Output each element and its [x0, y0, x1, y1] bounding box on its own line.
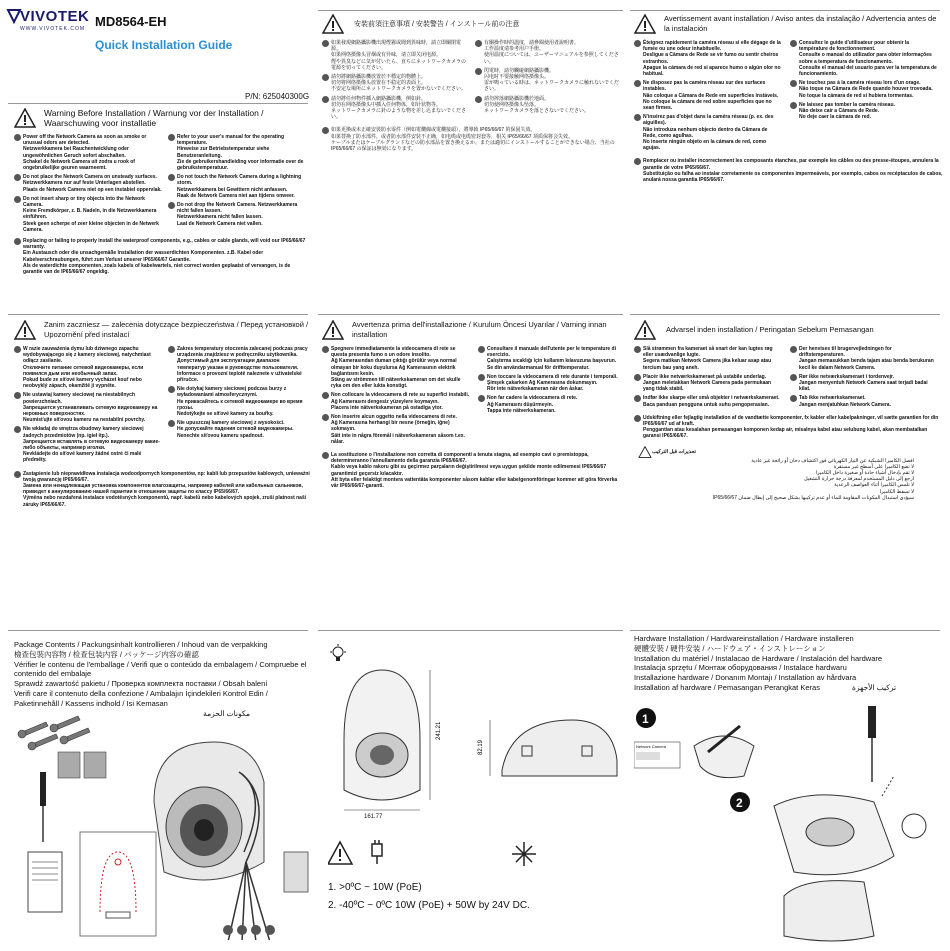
warning-text: 工作温度请参考用户手册。: [484, 46, 545, 53]
warning-triangle-icon: [638, 446, 652, 458]
divider: [630, 630, 940, 631]
title-line: Vérifier le contenu de l'emballage / Verifi que o conteúdo da embalagem / Compruebe el contenido del embalaje: [14, 659, 307, 679]
warning-text: Запрещается вставлять в сетевую видеокамеру какие-либо объекты, например иголки.: [23, 438, 160, 452]
bullet-icon: [322, 392, 329, 399]
warning-text: Non collocare la videocamera di rete su superfici instabili.: [331, 392, 470, 399]
warning-text: Pokud bude ze síťové kamery vycházet kouř nebo neobvyklý zápach, okamžitě ji vypněte.: [23, 377, 142, 390]
warning-text: Ne laissez pas tomber la caméra réseau.: [799, 101, 895, 108]
divider: [8, 103, 308, 104]
warning-triangle-icon: [14, 320, 36, 340]
bullet-icon: [322, 127, 329, 134]
bullet-icon: [790, 80, 797, 87]
warning-text: Consulte el manual del usuario para ver la temperatura de funcionamiento.: [799, 64, 937, 78]
warning-text: 如果發現網路攝影機出現煙霧或聞到異味時，請立即關閉電源。: [331, 40, 462, 53]
mounting-template-icon: [80, 832, 156, 936]
warning-text: Ne disposez pas la caméra réseau sur des surfaces instables.: [643, 80, 766, 93]
section-title: Warning Before Installation / Warnung vor der Installation / Waarschuwing voor installatie: [44, 108, 264, 128]
arabic-line: لا تسقط الكاميرا: [879, 488, 914, 495]
warning-text: Nie wkładaj do wnętrza obudowy kamery sieciowej żadnych przedmiotów (np. igieł itp.).: [23, 426, 144, 439]
warning-section-it-tr-sv: [322, 320, 622, 625]
snowflake-icon: [512, 842, 536, 866]
title-line: Instalacja sprzętu / Монтаж оборудования / Instalace hardwaru: [634, 663, 847, 673]
warning-text: Se din användarmanual för drifttemperatur.: [487, 364, 590, 371]
warning-text: Informace o provozní teplotě naleznete v uživatelské příručce.: [177, 370, 302, 384]
warning-text: Refer to your user's manual for the operating temperature.: [177, 134, 285, 147]
bullet-icon: [478, 395, 485, 402]
divider: [8, 630, 308, 631]
bullet-icon: [478, 346, 485, 353]
warning-triangle-icon: [322, 14, 344, 34]
warning-text: Baca panduan pengguna untuk suhu pengoperasian.: [643, 401, 770, 408]
warning-text: Apague la cámara de red si aparece humo o algún olor no habitual.: [643, 64, 781, 78]
bullet-icon: [168, 420, 175, 427]
warning-text: 有關操作時的溫度，請參閱使用者說明書。: [484, 40, 580, 46]
bullet-icon: [14, 134, 21, 141]
bullet-icon: [168, 386, 175, 393]
warning-text: Do not drop the Network Camera. Netzwerkkamera nicht fallen lassen.: [177, 202, 298, 215]
package-contents-section: [14, 640, 310, 940]
bullet-icon: [634, 40, 641, 47]
screwdriver-icon: [40, 772, 46, 842]
package-title: [14, 640, 310, 718]
bullet-icon: [322, 346, 329, 353]
desiccant-icon: [58, 752, 80, 778]
warning-text: Jangan menjatuhkan Network Camera.: [799, 401, 891, 408]
warranty-text: Замена или ненадлежащая установка компонентов влагозащиты, например кабелей или кабельных сальников, приведет к аннулированию нашей гарантии в отношении защиты по классу IP65/66/67.: [23, 483, 303, 496]
warning-text: Não deixe cair a Câmara de Rede.: [799, 108, 880, 115]
warning-text: W razie zauważenia dymu lub dziwnego zapachu wydobywającego się z kamery sieciowej, natychmiast odłącz zasilanie.: [23, 346, 151, 365]
warning-triangle-icon: [634, 320, 656, 340]
warning-text: Non inserire alcun oggetto nella videocamera di rete.: [331, 414, 457, 421]
bullet-icon: [790, 346, 797, 353]
camera-icon: [154, 742, 275, 940]
warning-text: Jangan meletakkan Network Camera pada permukaan yang tidak stabil.: [643, 380, 772, 393]
arabic-warnings: [634, 446, 944, 501]
warning-text: 如果网络摄像头冒烟或有异味，请立即关闭电源。: [331, 52, 442, 59]
divider: [318, 630, 623, 631]
warning-text: Ağ Kamerasını dengesiz yüzeylere koymayın.: [331, 398, 439, 405]
bullet-icon: [634, 415, 641, 422]
arabic-line: لا تضع الكاميرا على أسطح غير مستقرة: [833, 463, 914, 470]
warning-text: 雷が鳴っている時は、ネットワークカメラに触れないでください。: [484, 80, 620, 93]
warning-text: Допустимый для эксплуатации диапазон температур указан в руководстве пользователя.: [177, 358, 299, 371]
section-title: 安裝前須注意事項 / 安裝警告 / インストール前の注意: [354, 21, 520, 28]
warning-text: No inserte ningún objeto en la cámara de red, como agujas.: [643, 139, 767, 152]
section-title: Avvertenza prima dell'installazione / Kurulum Öncesi Uyarılar / Varning innan installation: [352, 320, 607, 339]
title-line: 檢查包裝內容物 / 检查包装内容 / パッケージ内容の確認: [14, 649, 199, 659]
bullet-icon: [475, 68, 482, 75]
warning-text: Ağ Kamerasına herhangi bir nesne (örneğin, iğne) sokmayın.: [331, 420, 450, 433]
camera-front-view: [344, 670, 420, 800]
bullet-icon: [475, 40, 482, 47]
bullet-icon: [14, 471, 21, 478]
warning-text: Rør ikke netværkskameraet i tordenvejr.: [799, 373, 895, 380]
warning-text: Consulte o manual do utilizador para obter informações sobre a temperatura de funcionamento.: [799, 52, 932, 65]
title-line: Installazione hardware / Donanım Montajı / Installation av hårdvara: [634, 673, 857, 683]
warning-text: Netzwerkkamera nur auf feste Unterlagen abstellen.: [23, 180, 146, 187]
camera-mounting-view: [774, 776, 926, 941]
warranty-text: Ein Austausch oder die unsachgemäße Installation der wasserdichten Komponenten. z.B. Kabel oder Kabelverschraubungen, führt zum Verlust unserer IP65/66/67 Garantie.: [23, 250, 264, 263]
caution-power-icons: [328, 840, 548, 880]
warning-text: Segera matikan Network Camera jika keluar asap atau tercium bau yang aneh.: [643, 358, 772, 371]
bullet-icon: [168, 346, 175, 353]
warning-text: Éteignez rapidement la caméra réseau si elle dégage de la fumée ou une odeur inhabituelle.: [643, 40, 781, 53]
bullet-icon: [14, 238, 21, 245]
bullet-icon: [634, 158, 641, 165]
warning-text: Slå strømmen fra kameraet så snart der kan lugtes røg eller usædvanlige lugte.: [643, 346, 773, 359]
warning-text: Desligue a Câmara de Rede se vir fumo ou sentir cheiros estranhos.: [643, 52, 779, 65]
bullet-icon: [322, 452, 329, 459]
warning-text: Non far cadere la videocamera di rete.: [487, 395, 578, 402]
warning-text: Neumisťujte síťovou kameru na nestabilní povrchy.: [23, 417, 146, 424]
title-line: Installation du matériel / Instalacao de Hardware / Instalación del hardware: [634, 653, 883, 663]
warning-text: Nenechte síťovou kameru spadnout.: [177, 432, 264, 439]
title-line: مكونات الحزمة: [203, 708, 250, 718]
bullet-icon: [790, 40, 797, 47]
bullet-icon: [634, 374, 641, 381]
warning-triangle-icon: [14, 108, 36, 128]
warning-text: Nevkládejte do síťové kamery žádné ostré či malé předměty.: [23, 451, 142, 464]
warranty-text: Replacing or failing to properly install the waterproof components, e.g., cables or cable glands, will void our IP65/66/67 warranty.: [23, 238, 306, 251]
bullet-icon: [790, 395, 797, 402]
warning-text: Non toccare la videocamera di rete durante i temporali.: [487, 373, 618, 380]
warning-text: 切勿将网络摄像头放置在不稳定的表面上。: [331, 80, 427, 87]
warning-text: 閃電時，請勿觸碰網路攝影機。: [484, 67, 555, 74]
section-title: Advarsel inden installation / Peringatan Sebelum Pemasangan: [666, 325, 874, 334]
power-plug-icon: [372, 840, 382, 864]
waterproof-connector-icon: [284, 852, 308, 892]
warning-text: Plaats de Network Camera niet op een instabiel oppervlak.: [23, 186, 162, 193]
warning-text: Отключите питание сетевой видеокамеры, если появился дым или необычный запах.: [23, 364, 144, 377]
title-line: Hardware Installation / Hardwareinstallation / Hardware installeren: [634, 634, 854, 643]
warranty-text: Remplacer ou installer incorrectement les composants étanches, par exemple les câbles ou des presse-étoupes, annulera la garantie de votre IP65/66/67.: [643, 158, 939, 171]
camera-side-view: [502, 720, 617, 776]
installation-illustration: [634, 706, 944, 944]
warning-text: Ne touchez pas à la caméra réseau lors d'un orage.: [799, 80, 921, 87]
warning-section-en-de-nl: [14, 108, 310, 308]
warning-section-da-id-ar: [634, 320, 944, 625]
warning-section-zh-ja: [322, 14, 622, 309]
guide-title: Quick Installation Guide: [95, 38, 233, 52]
bullet-icon: [478, 374, 485, 381]
warning-text: Запрещается устанавливать сетевую видеокамеру на неровных поверхностях.: [23, 404, 158, 418]
dim-depth-label: 82.19: [478, 739, 484, 755]
warning-text: Tappa inte nätverkskameran.: [487, 407, 556, 414]
warning-section-pl-ru-cz: [14, 320, 310, 625]
warning-text: 請勿將網路攝影機放置於不穩定的物體上。: [331, 74, 427, 81]
title-line: Sprawdź zawartość pakietu / Проверка комплекта поставки / Obsah balení: [14, 679, 268, 689]
warning-text: Steek geen scherpe of zeer kleine objecten in de Netwerk Camera.: [23, 220, 159, 233]
bullet-icon: [168, 174, 175, 181]
arabic-title: تحذيرات قبل التركيب: [652, 448, 696, 455]
divider: [630, 314, 940, 315]
warning-text: ネットワークカメラに針のような物を差し込まないでください。: [331, 108, 467, 121]
warning-text: 切勿在网络摄像头中插入任何物体，如针状物等。: [331, 101, 442, 108]
warning-text: Ağ Kamerasını düşürmeyin.: [487, 401, 554, 408]
warning-text: N'insérez pas d'objet dans la caméra réseau (p. ex. des aiguilles).: [643, 114, 774, 127]
warning-triangle-icon: [634, 14, 656, 34]
warning-text: Şimşek çakarken Ağ Kamerasına dokunmayın.: [487, 380, 598, 387]
divider: [8, 314, 308, 315]
arabic-line: ارجع إلى دليل المستخدم لمعرفة درجة حرارة التشغيل: [803, 476, 914, 483]
warning-text: 請勿將任何物件插入網路攝影機，例如針。: [331, 95, 427, 102]
package-contents-illustration: [14, 712, 310, 940]
dim-width-label: 161.77: [364, 814, 383, 820]
warranty-text: 如果替换了防水部件，或者防水部件安装不正确，如电缆或电缆密封套等，相关 IP65/66/67 项质保将会失效。: [331, 133, 573, 140]
title-line: تركيب الأجهزة: [852, 682, 897, 692]
bullet-icon: [14, 392, 21, 399]
warning-text: Sätt inte in några föremål i nätverkskameran såsom t.ex. nålar.: [331, 432, 465, 445]
bullet-icon: [14, 346, 21, 353]
warning-text: Der henvises til brugervejledningen for driftstemperaturen.: [799, 346, 892, 359]
pen-hand-icon: [694, 726, 754, 778]
warning-text: Não coloque a Câmara de Rede em superfícies instáveis.: [643, 92, 779, 99]
section-title: Avertissement avant installation / Aviso antes da instalação / Advertencia antes de la instalación: [664, 14, 937, 33]
bullet-icon: [634, 395, 641, 402]
warning-text: Netzwerkkamera nicht fallen lassen.: [177, 214, 263, 221]
warning-text: Consultare il manuale dell'utente per le temperature di esercizio.: [487, 346, 616, 359]
bullet-icon: [14, 426, 21, 433]
warning-text: Do not insert sharp or tiny objects into the Network Camera.: [23, 195, 145, 209]
warning-text: Nie upuszczaj kamery sieciowej z wysokości.: [177, 420, 285, 427]
warning-text: Netzwerkkamera bei Rauchentwicklung oder ungewöhnlichen Geruch sofort abschalten.: [23, 146, 129, 159]
warning-text: Rör inte nätverkskameran när den åskar.: [487, 386, 584, 393]
warning-text: Zakres temperatury otoczenia zalecanej podczas pracy urządzenia znajdziesz w podręczniku użytkownika.: [177, 346, 308, 359]
arabic-line: لا تقم بإدخال أشياء حادة أو صغيرة داخل الكاميرا: [815, 470, 914, 477]
title-line: Package Contents / Packungsinhalt kontrollieren / Inhoud van de verpakking: [14, 640, 268, 649]
bullet-icon: [790, 102, 797, 109]
warning-text: Schakel de Network Camera uit zodra u rook of ongebruikelijke geuren waarneemt.: [23, 158, 135, 172]
warning-triangle-icon: [322, 320, 344, 340]
bullet-icon: [322, 40, 329, 47]
warranty-text: Penggantian atau kesalahan pemasangan komponen kedap air, misalnya kabel atau selubung kabel, akan membatalkan garansi IP65/66/67.: [643, 427, 928, 440]
warning-text: Power off the Network Camera as soon as smoke or unusual odors are detected.: [23, 134, 147, 147]
warning-text: Raak de Network Camera niet aan tijdens onweer.: [177, 192, 295, 199]
warning-text: Laat de Network Camera niet vallen.: [177, 220, 263, 227]
warning-text: 請勿摔落網路攝影機於地面。: [484, 95, 550, 102]
brand-url: WWW.VIVOTEK.COM: [20, 26, 85, 32]
divider: [318, 314, 623, 315]
warning-text: Do not place the Network Camera on unsteady surfaces.: [23, 174, 157, 181]
warning-text: Stäng av strömmen till nätverkskameran om det skulle ryka om den eller lukta konstigt.: [331, 377, 461, 390]
warning-text: Keine Fremdkörper, z. B. Nadeln, in die Netzwerkkamera einführen.: [23, 208, 157, 221]
arabic-footer: سيؤدي استبدال المكونات المقاومة للماء أو عدم تركيبها بشكل صحيح إلى إبطال ضمان IP65/66/67: [712, 494, 914, 501]
warning-text: Ağ Kamerasından duman çıktığı görülür veya normal olmayan bir koku duyulursa Ağ Kamerasının elektrik bağlantısını kesin.: [331, 358, 457, 377]
warranty-text: Kablo veya kablo rakoru gibi su geçirmez parçaların değiştirilmesi veya uygun şekilde monte edilmemesi IP65/66/67 garantimizi geçersiz kılacaktır.: [331, 464, 607, 477]
step-1-number: 1: [642, 712, 649, 726]
warranty-text: La sostituzione o l'installazione non corretta di componenti a tenuta stagna, ad esempio cavi o premistoppa, determineranno l'annullamento della garanzia IP65/66/67.: [331, 452, 589, 465]
arabic-line: افصل الكاميرا الشبكية عن التيار الكهربائي فور اكتشاف دخان أو رائحة غير عادية: [751, 457, 914, 464]
bullet-icon: [168, 202, 175, 209]
warning-text: Tab ikke netværkskameraet.: [799, 395, 866, 402]
warning-text: 使用温度については、ユーザーマニュアルを参照してください。: [484, 52, 619, 65]
step-2-number: 2: [736, 796, 743, 810]
warning-text: Hinweise zur Betriebstemperatur siehe Benutzeranleitung.: [177, 146, 270, 159]
section-title: Zanim zaczniesz — zalecenia dotyczące bezpieczeństwa / Перед установкой / Upozornění před instalací: [44, 320, 309, 339]
divider: [630, 10, 940, 11]
document-icon: [28, 852, 62, 912]
warning-text: Placera inte nätverkskameran på ostadiga ytor.: [331, 404, 443, 411]
warning-text: 切勿使网络摄像头坠落。: [484, 101, 540, 108]
warning-text: Indfør ikke skarpe eller små objekter i netværkskameraet.: [643, 395, 780, 402]
bullet-icon: [634, 80, 641, 87]
warning-text: Consultez le guide d'utilisateur pour obtenir la température de fonctionnement.: [799, 40, 910, 53]
vivotek-logo: [6, 6, 96, 42]
hardware-title: [634, 634, 944, 693]
title-line: Installation af hardware / Pemasangan Perangkat Keras: [634, 682, 820, 692]
title-line: 硬體安裝 / 硬件安装 / ハードウェア・インストレーション: [634, 643, 826, 653]
part-number: P/N: 625040300G: [245, 92, 310, 101]
warning-text: No deje caer la cámara de red.: [799, 114, 871, 121]
bullet-icon: [634, 346, 641, 353]
desiccant-icon: [84, 752, 106, 778]
screwdriver-icon: [868, 706, 876, 782]
dimensions-section: [322, 640, 622, 940]
bullet-icon: [168, 134, 175, 141]
warranty-text: Udskiftning eller fejlagtig installation af de vandtætte komponenter, fx kabler eller kabelpakninger, vil sætte garantien for din IP65/66/67 ud af kraft.: [643, 414, 939, 428]
warranty-text: Výměna nebo nezdařená instalace vodotěsných komponentů, např. kabelů nebo kabelových spojek, zruší platnost naší záruky IP65/66/67.: [23, 495, 307, 508]
bullet-icon: [634, 114, 641, 121]
warning-text: Не прикасайтесь к сетевой видеокамере во время грозы.: [177, 398, 303, 411]
warning-text: Jangan menyentuh Network Camera saat terjadi badai kilat.: [799, 380, 928, 393]
warning-text: No toque la cámara de red si hubiera tormentas.: [799, 92, 914, 99]
warning-text: ネットワークカメラを落とさないでください。: [484, 108, 590, 115]
bullet-icon: [322, 74, 329, 81]
warranty-text: 如果更換或未正確安裝防水零件（例如電纜線或電纜接頭），將導致 IP65/66/67 的保固失效。: [331, 127, 536, 134]
bullet-icon: [790, 374, 797, 381]
warranty-text: Als de waterdichte componenten, zoals kabels of kabelwartels, niet correct worden geplaatst of vervangen, is de garantie van de IP65/66/67 ongeldig.: [23, 262, 291, 276]
warranty-text: ケーブルまたはケーブルグランドなどの防水部品を置き換えるか、または適切にインストールすることができない場合、当社の IP65/66/67 の保証は無効になります。: [331, 139, 615, 153]
model-number: MD8564-EH: [95, 14, 167, 29]
power-spec-line2: 2. -40ºC ~ 0ºC 10W (PoE) + 50W by 24V DC.: [328, 900, 530, 911]
warning-text: Не допускайте падения сетевой видеокамеры.: [177, 426, 294, 433]
warning-text: 不安定な場所にネットワークカメラを置かないでください。: [331, 86, 467, 93]
power-spec-line1: 1. >0ºC ~ 10W (PoE): [328, 882, 422, 893]
warning-text: Nie dotykaj kamery sieciowej podczas burzy z wyładowaniami atmosferycznymi.: [177, 386, 287, 399]
warning-text: Çalıştırma sıcaklığı için kullanım kılavuzuna başvurun.: [487, 358, 617, 365]
warning-text: Placér ikke netværkskameraet på ustabile underlag.: [643, 373, 767, 380]
warning-text: Nie ustawiaj kamery sieciowej na niestabilnych powierzchniach.: [23, 392, 135, 405]
sticker-label: Network Camera: [636, 744, 667, 749]
warning-text: 煙や異臭などに気が付いたら、直ちにネットワークカメラの電源を切ってください。: [331, 58, 467, 71]
brand-name: VIVOTEK: [20, 8, 90, 25]
warning-triangle-icon: [328, 842, 352, 864]
warning-text: Do not touch the Network Camera during a lightning storm.: [177, 174, 302, 187]
arabic-line: لا تلمس الكاميرا أثناء العواصف الرعدية: [834, 482, 914, 489]
dimension-drawing: [322, 660, 622, 820]
warning-text: Nedotýkejte se síťové kamery za bouřky.: [177, 411, 274, 418]
warranty-text: Att byta eller felaktigt montera vattentäta komponenter såsom kablar eller kabelgenomföringar kommer att göra förverka vår IP65/66/67-garanti.: [331, 476, 618, 490]
warning-text: Netzwerkkamera bei Gewittern nicht anfassen.: [177, 186, 288, 193]
warning-text: Spegnere immediatamente la videocamera di rete se questa presenta fumo o un odore insolito.: [331, 346, 456, 359]
bullet-icon: [322, 414, 329, 421]
warning-text: Zie de gebruikershandleiding voor informatie over de gebruikstemperatuur.: [177, 158, 304, 172]
warning-text: 闪电时不要接触网络摄像头。: [484, 74, 550, 81]
bullet-icon: [14, 174, 21, 181]
warning-text: Jangan memasukkan benda tajam atau benda berukuran kecil ke dalam Network Camera.: [799, 358, 934, 371]
hardware-installation-section: [634, 634, 944, 944]
warning-section-fr-pt-es: [634, 14, 944, 309]
warning-text: Não toque na Câmara de Rede quando houver trovoada.: [799, 86, 933, 93]
warning-text: No coloque la cámara de red sobre superficies que no sean firmes.: [643, 98, 772, 112]
bullet-icon: [322, 96, 329, 103]
title-line: Verifi care il contenuto della confezione / Ambalajın İçindekileri Kontrol Edin / Paketinnehåll / Kassens indhold / Isi Kemasan: [14, 688, 268, 708]
bullet-icon: [475, 96, 482, 103]
warranty-text: Zastąpienie lub nieprawidłowa instalacja wodoodpornych komponentów, np: kabli lub przepustów kablowych, unieważni twoją gwarancję IP65/66/67.: [23, 470, 310, 483]
warranty-text: Substituição ou falha ao instalar corretamente os componentes impermeáveis, por exemplo, cabos os recéptaculos de cabos, anulará nossa garantia IP65/66/67.: [643, 170, 943, 184]
screw-icon: [18, 716, 90, 750]
warning-text: Não introduza nenhum objecto dentro da Câmara de Rede, como agulhas.: [643, 126, 768, 139]
divider: [318, 10, 623, 11]
dim-height-label: 241.21: [436, 721, 442, 740]
bullet-icon: [14, 196, 21, 203]
